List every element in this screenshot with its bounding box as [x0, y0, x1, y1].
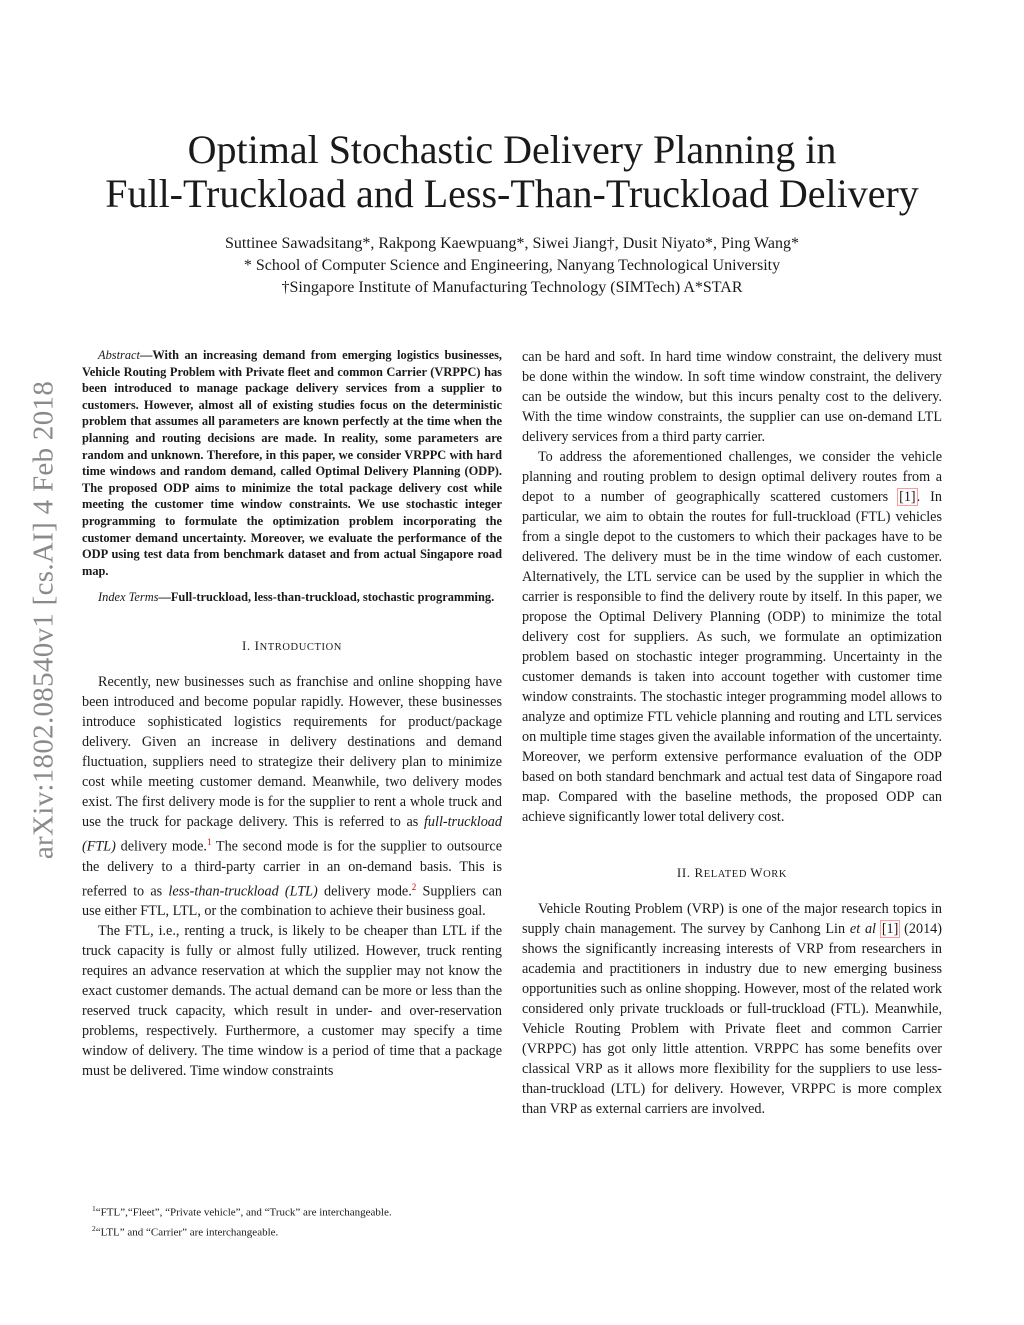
index-terms-text: —Full-truckload, less-than-truckload, stochastic programming. [158, 590, 495, 605]
author-list: Suttinee Sawadsitang*, Rakpong Kaewpuang*, Siwei Jiang†, Dusit Niyato*, Ping Wang* [225, 235, 799, 252]
title-line-1: Optimal Stochastic Delivery Planning in [187, 127, 837, 172]
index-terms-label: Index Terms [98, 590, 159, 605]
index-terms [82, 589, 502, 606]
abstract-label: Abstract [98, 348, 140, 362]
intro-paragraph-2: The FTL, i.e., renting a truck, is likely to be cheaper than LTL if the truck capacity is fully or almost fully utilized. However, truck renting requires an advance reservation at which the supplier may not know the exact customer demands. The actual demand can be more or less than the reserved truck capacity, which result in under- and over-reservation problems, respectively. Furthermore, a customer may specify a time window of delivery. The time window is a period of time that a package must be delivered. Time window constraints [82, 923, 502, 1080]
arxiv-sidebar [14, 330, 74, 910]
citation-link-2[interactable]: [1] [881, 921, 899, 937]
section-heading-introduction: I. INTRODUCTION [241, 637, 342, 653]
intro-paragraph-1: Recently, new businesses such as franchise and online shopping have been introduced and become popular rapidly. However, these businesses introduce sophisticated logistics requirements for product/package delivery. Given an increase in delivery destinations and demand fluctuation, suppliers need to strategize their delivery plan to minimize cost while meeting customer demand. Meanwhile, two delivery modes exist. The first delivery mode is for the supplier to rent a whole truck and use the truck for package delivery. This is referred to as full-truckload (FTL) delivery mode.$^1$ The second mode is for the supplier to outsource the delivery to a third-party carrier in an on-demand basis. This is referred to as less-than-truckload (LTL) delivery mode.$^2$ Suppliers can use either FTL, LTL, or the combination to achieve their business goal. [82, 673, 502, 920]
related-work-paragraph-1: Vehicle Routing Problem (VRP) is one of the major research topics in supply chain management. The survey by Canhong Lin et al [1] (2014) shows the significantly increasing interests of VRP from researchers in academia and practitioners in industry due to new emerging business opportunities such as online shopping. However, most of the related work considered only private truckloads or full-truckload (FTL). Meanwhile, Vehicle Routing Problem with Private fleet and common Carrier (VRPPC) has got only little attention. VRPPC has some benefits over classical VRP as it allows more flexibility for the suppliers to use less-than-truckload (LTL) for delivery. However, VRPPC is more complex than VRP as external carriers are involved. [522, 901, 943, 1117]
abstract-text: —With an increasing demand from emerging logistics businesses, Vehicle Routing Problem with Private fleet and common Carrier (VRPPC) has been introduced to manage package delivery services from a supplier to customers. However, almost all of existing studies focus on the deterministic problem that assumes all parameters are known perfectly at the time when the planning and routing decisions are made. In reality, some parameters are random and unknown. Therefore, in this paper, we consider VRPPC with hard time windows and random demand, called Optimal Delivery Planning (ODP). The proposed ODP aims to minimize the total package delivery cost while meeting the customer time window constraints. We use stochastic integer programming to formulate the optimization problem incorporating the customer demand uncertainty. Moreover, we evaluate the performance of the ODP using test data from benchmark dataset and from actual Singapore road map. [82, 348, 502, 578]
intro-paragraph-3: To address the aforementioned challenges, we consider the vehicle planning and routing problem to design optimal delivery routes from a depot to a number of geographically scattered customers [1]. In particular, we aim to obtain the routes for full-truckload (FTL) vehicles from a single depot to the customers to which their packages have to be delivered. The delivery must be in the time window of each customer. Alternatively, the LTL service can be used by the supplier in which the carrier is responsible to find the delivery route by itself. In this paper, we propose the Optimal Delivery Planning (ODP) to minimize the total delivery cost for suppliers. As such, we formulate an optimization problem based on stochastic integer programming. Uncertainty in the customer demands is taken into account together with customer time window constraints. The stochastic integer programming model allows to analyze and optimize FTL vehicle planning and routing and LTL services on multiple time stages given the available information of the uncertainty. Moreover, we perform extensive performance evaluation of the ODP based on both standard benchmark and actual test data of Singapore road map. Compared with the baseline methods, the proposed ODP can achieve significantly lower total delivery cost. [522, 449, 943, 825]
footnote-ref-1[interactable]: 1 [206, 836, 212, 847]
affiliation-1: * School of Computer Science and Engineering, Nanyang Technological University [243, 257, 781, 274]
et-al: et al [849, 921, 876, 937]
footnote-1: $^1$“FTL”,“Fleet”, “Private vehicle”, and “Truck” are interchangeable. [92, 1204, 392, 1219]
section-heading-related-work: II. RELATED WORK [676, 865, 788, 880]
footnote-2: $^2$“LTL” and “Carrier” are interchangeable. [92, 1223, 279, 1239]
term-ltl: less-than-truckload (LTL) [168, 883, 318, 900]
paper-title [60, 128, 964, 216]
footnotes [82, 1201, 502, 1240]
left-column [82, 347, 502, 1081]
right-column [522, 347, 942, 1119]
term-ftl: full-truckload (FTL) [82, 813, 502, 855]
intro-paragraph-2-continued: can be hard and soft. In hard time window constraint, the delivery must be done within the window. In soft time window constraint, the delivery can be outside the window, but this incurs penalty cost to the delivery. With the time window constraints, the supplier can use on-demand LTL delivery services from a third party carrier. [522, 349, 942, 445]
title-line-2: Full-Truckload and Less-Than-Truckload Delivery [105, 171, 919, 216]
arxiv-identifier: arXiv:1802.08540v1 [cs.AI] 4 Feb 2018 [27, 380, 60, 860]
footnote-ref-2[interactable]: 2 [411, 881, 417, 892]
abstract [82, 347, 502, 579]
citation-link-1[interactable]: [1] [899, 489, 916, 505]
affiliation-2: †Singapore Institute of Manufacturing Technology (SIMTech) A*STAR [281, 279, 743, 296]
